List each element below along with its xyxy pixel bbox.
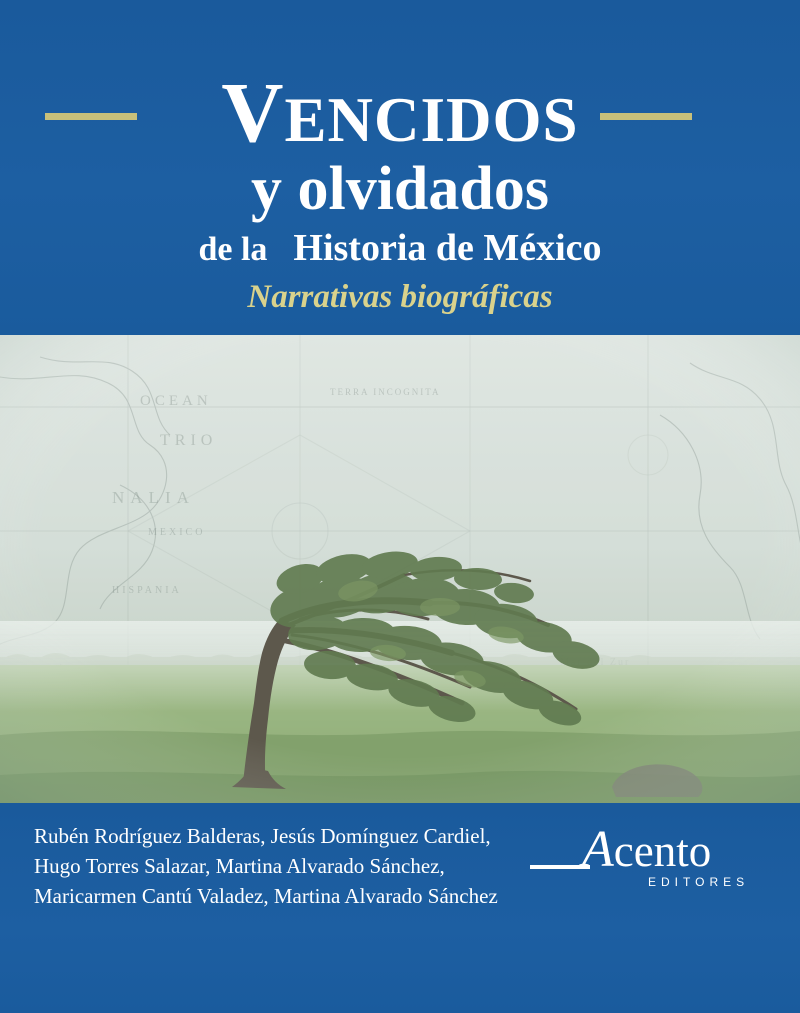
publisher-name-initial: A [582, 821, 614, 878]
cover-photo-illustration [0, 335, 800, 803]
title-line-3-a: de la [198, 231, 268, 268]
title-line-1 [0, 66, 800, 166]
title-line-3 [0, 226, 800, 272]
author-line-1: Rubén Rodríguez Balderas, Jesús Domínguez Cardiel, [34, 824, 491, 848]
author-list [34, 821, 534, 911]
publisher-logo-bar [530, 865, 590, 869]
title-line-2: y olvidados [250, 155, 550, 223]
title-band [0, 0, 800, 335]
publisher-logo [530, 823, 760, 903]
cover-subtitle: Narrativas biográficas [247, 279, 553, 315]
author-line-3: Maricarmen Cantú Valadez, Martina Alvarado Sánchez [34, 884, 498, 908]
publisher-name-rest: cento [613, 826, 712, 876]
publisher-name [582, 821, 712, 878]
author-line-2: Hugo Torres Salazar, Martina Alvarado Sánchez, [34, 854, 445, 878]
title-line-1-rest: ENCIDOS [284, 85, 579, 155]
cover-photo [0, 335, 800, 803]
authors-band [0, 803, 800, 1013]
title-line-3-b: Historia de México [293, 227, 602, 269]
publisher-tagline: EDITORES [648, 875, 750, 889]
title-initial: V [221, 64, 285, 160]
